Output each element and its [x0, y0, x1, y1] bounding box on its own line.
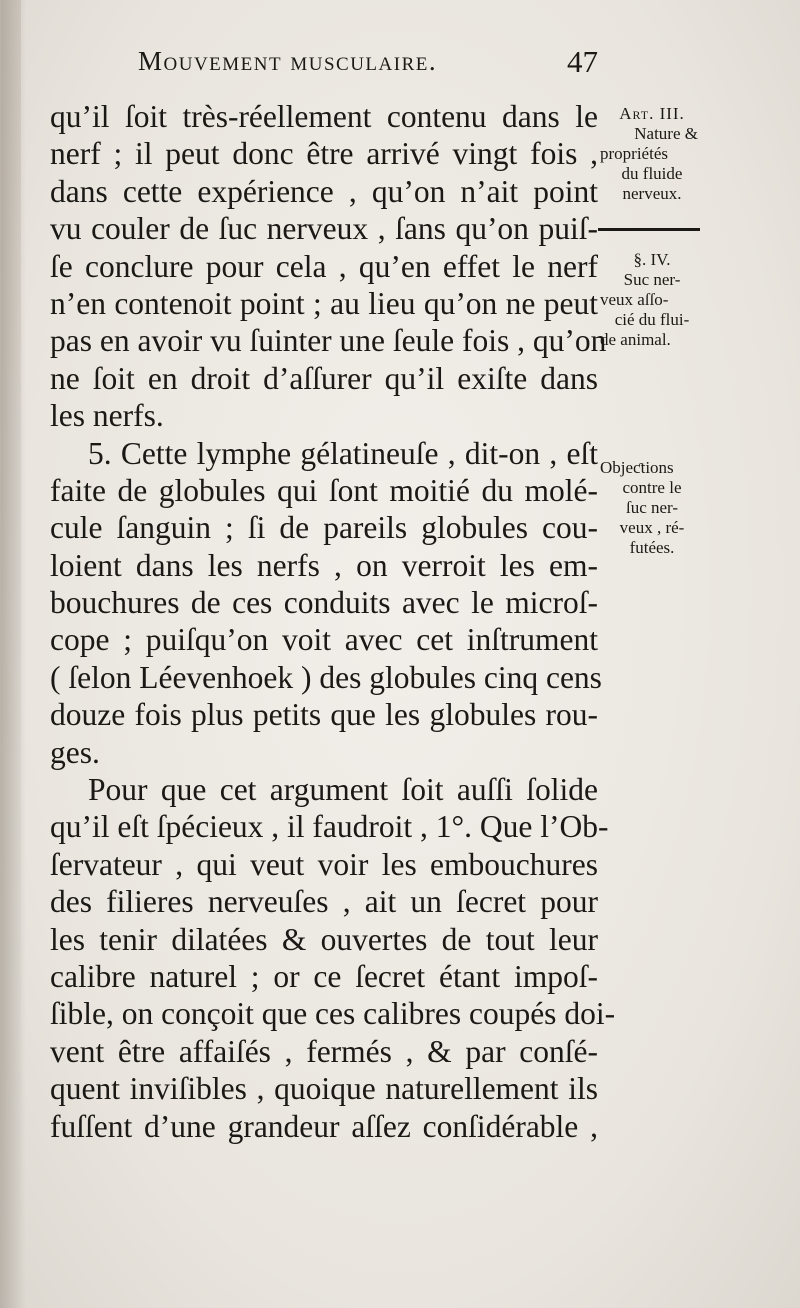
margin-rule-divider [598, 228, 700, 231]
margin-note-line: Objeƈtions [600, 458, 674, 477]
text-line: cope ; puiſqu’on voit avec cet inſtrument [50, 622, 598, 658]
margin-note-line: Suc ner- [623, 270, 681, 289]
text-line: ſe conclure pour cela , qu’en effet le nerf [50, 248, 598, 284]
text-line: dans cette expérience , qu’on n’ait point [50, 173, 598, 209]
margin-note-line: futées. [629, 538, 675, 557]
margin-note-line: du fluide [621, 164, 683, 183]
margin-note-section [600, 250, 704, 350]
text-line: cule ſanguin ; ſi de pareils globules cou- [50, 510, 598, 546]
margin-note-line: ſuc ner- [625, 498, 679, 517]
text-line: 5. Cette lymphe gélatineuſe , dit-on , eſt [88, 435, 598, 471]
text-line: ſervateur , qui veut voir les embouchures [50, 846, 598, 882]
text-line: Pour que cet argument ſoit auſſi ſolide [88, 772, 598, 808]
margin-note-line: veux , ré- [619, 518, 685, 537]
margin-note-line: Art. III. [619, 104, 685, 123]
margin-note-line: veux aſſo- [600, 290, 669, 309]
text-line: calibre naturel ; or ce ſecret étant impoſ- [50, 958, 598, 994]
text-line: loient dans les nerfs , on verroit les em- [50, 547, 598, 583]
text-line: n’en contenoit point ; au lieu qu’on ne peut [50, 285, 598, 321]
text-line: faite de globules qui ſont moitié du molé- [50, 472, 598, 508]
page-number: 47 [567, 44, 598, 79]
text-line: quent inviſibles , quoique naturellement ils [50, 1071, 598, 1107]
text-line: ges. [50, 734, 100, 770]
text-line: pas en avoir vu ſuinter une ſeule fois , qu’on [50, 323, 607, 359]
text-line: bouchures de ces conduits avec le microſ- [50, 585, 598, 621]
margin-note-line: contre le [622, 478, 682, 497]
text-line: vu couler de ſuc nerveux , ſans qu’on puiſ- [50, 211, 598, 247]
margin-note-line: cié du flui- [614, 310, 690, 329]
page-header [138, 42, 602, 84]
text-line: nerf ; il peut donc être arrivé vingt fois , [50, 136, 598, 172]
text-line: les nerfs. [50, 398, 164, 434]
text-line: ( ſelon Léevenhoek ) des globules cinq cens [50, 659, 602, 695]
text-line: qu’il eſt ſpécieux , il faudroit , 1°. Que l’Ob- [50, 809, 609, 845]
text-line: douze fois plus petits que les globules rou- [50, 697, 598, 733]
text-line: fuſſent d’une grandeur aſſez conſidérable , [50, 1108, 598, 1144]
text-line: ne ſoit en droit d’aſſurer qu’il exiſte dans [50, 360, 598, 396]
margin-note-article [600, 104, 704, 204]
text-line: vent être affaiſés , fermés , & par conſé- [50, 1033, 598, 1069]
margin-note-objections [600, 458, 704, 558]
body-text [50, 98, 616, 1145]
margin-note-line: de animal. [600, 330, 671, 349]
text-line: ſible, on conçoit que ces calibres coupés doi- [50, 996, 616, 1032]
margin-note-line: nerveux. [622, 184, 682, 203]
text-line: les tenir dilatées & ouvertes de tout leur [50, 921, 598, 957]
margin-note-line: propriétés [600, 144, 668, 163]
margin-note-line: Nature & [634, 124, 698, 143]
margin-note-line: §. IV. [633, 250, 671, 269]
paper-stain [1, 0, 21, 1308]
text-line: qu’il ſoit très-réellement contenu dans le [50, 99, 598, 134]
running-head: Mouvement musculaire. [138, 46, 438, 76]
text-line: des filieres nerveuſes , ait un ſecret pour [50, 884, 598, 920]
